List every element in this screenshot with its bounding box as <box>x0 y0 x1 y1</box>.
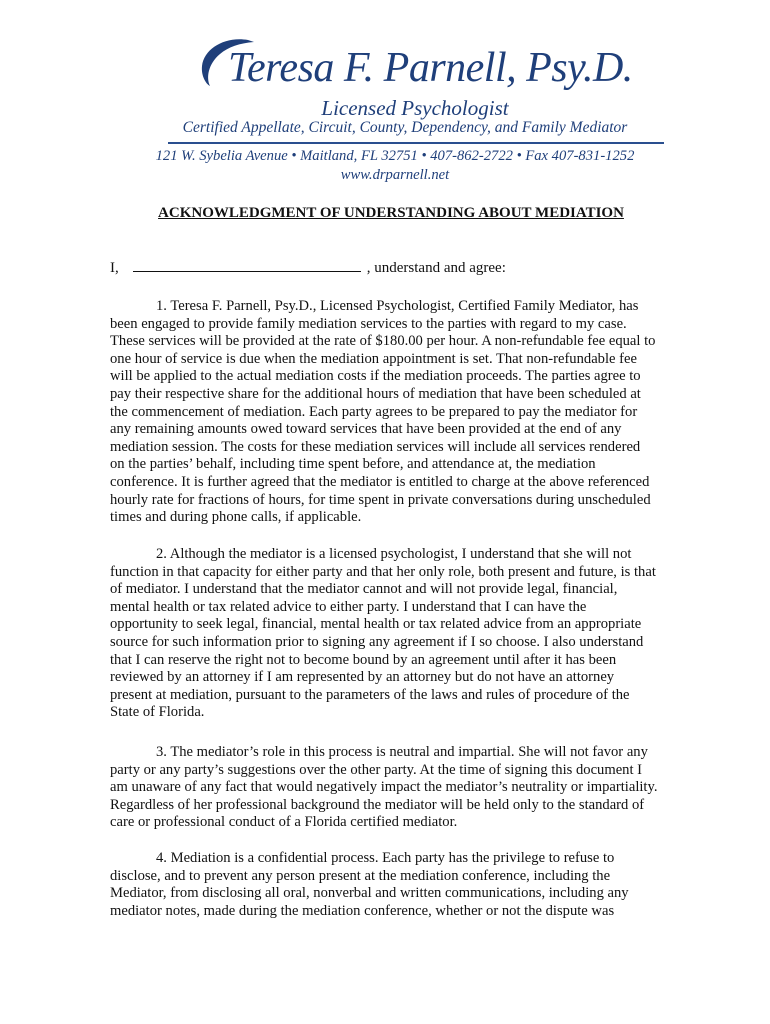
name-blank-field[interactable] <box>133 259 361 272</box>
letterhead <box>0 0 770 190</box>
letterhead-credentials: Certified Appellate, Circuit, County, Dependency, and Family Mediator <box>182 119 628 136</box>
intro-prefix: I, <box>110 260 119 276</box>
paragraph-4 <box>110 850 658 920</box>
intro-suffix: , understand and agree: <box>366 260 506 276</box>
paragraph-4-text: 4. Mediation is a confidential process. Each party has the privilege to refuse to disclose, and to prevent any person present at the mediation conference, including the Mediator, from disclosing all oral, nonverbal and written communications, including any mediator notes, made during the mediation conference, whether or not the dispute was <box>110 850 629 919</box>
paragraph-3-text: 3. The mediator’s role in this process is neutral and impartial. She will not favor any party or any party’s suggestions over the other party. At the time of signing this document I am unaware of any fact that would negatively impact the mediator’s neutrality or impartiality. Regardless of her professional background the mediator will be held only to the standard of care or professional conduct of a Florida certified mediator. <box>110 744 658 831</box>
document-title: ACKNOWLEDGMENT OF UNDERSTANDING ABOUT MEDIATION <box>158 205 624 221</box>
letterhead-divider <box>168 142 664 144</box>
letterhead-name: Teresa F. Parnell, Psy.D. <box>228 45 633 91</box>
intro-line <box>110 259 506 277</box>
letterhead-address: 121 W. Sybelia Avenue • Maitland, FL 32751 • 407-862-2722 • Fax 407-831-1252 <box>155 148 635 164</box>
paragraph-1 <box>110 298 658 527</box>
letterhead-subtitle: Licensed Psychologist <box>321 96 509 120</box>
paragraph-1-text: 1. Teresa F. Parnell, Psy.D., Licensed Psychologist, Certified Family Mediator, has been engaged to provide family mediation services to the parties with regard to my case. These services will be provided at the rate of $180.00 per hour. A non-refundable fee equal to one hour of service is due when the mediation appointment is set. That non-refundable fee will be applied to the actual mediation costs if the mediation proceeds. The parties agree to pay their respective share for the additional hours of mediation that have been scheduled at the commencement of mediation. Each party agrees to be prepared to pay the mediator for any remaining amounts owed toward services that have been provided at the end of any mediation session. The costs for these mediation services will include all services rendered on the parties’ behalf, including time spent before, and attendance at, the mediation conference. It is further agreed that the mediator is entitled to charge at the above referenced hourly rate for fractions of hours, for time spent in private conversations during unscheduled times and during phone calls, if applicable. <box>110 298 656 526</box>
paragraph-2 <box>110 546 658 722</box>
letterhead-website: www.drparnell.net <box>340 167 450 183</box>
paragraph-3 <box>110 744 658 832</box>
paragraph-2-text: 2. Although the mediator is a licensed psychologist, I understand that she will not function in that capacity for either party and that her only role, both present and future, is that of mediator. I understand that the mediator cannot and will not provide legal, financial, mental health or tax related advice to either party. I understand that I can have the opportunity to seek legal, financial, mental health or tax related advice from an appropriate source for such information prior to signing any agreement if I so choose. I also understand that I can reserve the right not to become bound by an agreement until after it has been reviewed by an attorney if I am represented by an attorney but do not have an attorney present at mediation, pursuant to the parameters of the laws and rules of procedure of the State of Florida. <box>110 546 656 721</box>
